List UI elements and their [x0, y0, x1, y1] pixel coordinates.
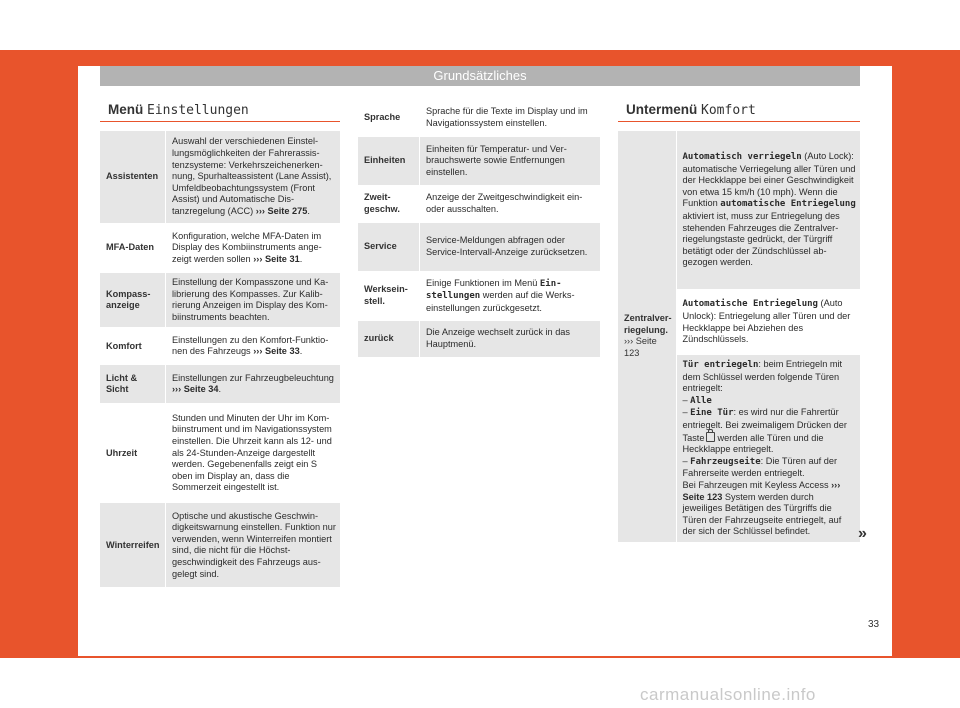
table-row	[100, 273, 340, 327]
desc-text: Stunden und Minuten der Uhr im Kombiinstrument und im Navigationssystem einstellen. Die Uhrzeit kann als 12- und als 24-Stunden-Anzeige dargestellt werden. Gegebenenfalls zeigt ein S oben im Display an, dass die Sommerzeit eingestellt ist.	[172, 412, 332, 493]
right-title-rule	[618, 121, 860, 122]
table-row	[100, 223, 340, 273]
desc-mono: Einstellungen	[426, 278, 562, 302]
row-key: zurück	[358, 321, 420, 357]
desc-text: Einstellungen zu den Komfort-Funktionen des Fahrzeugs	[172, 334, 329, 357]
option-text: Bei Fahrzeugen mit Keyless Access	[682, 479, 829, 490]
row-desc	[166, 403, 340, 503]
row-desc: Die Anzeige wechselt zurück in das Hauptmenü.	[420, 321, 600, 357]
left-title-rule	[100, 121, 340, 122]
row-desc: Einheiten für Temperatur- und Verbrauchswerte sowie Entfernungen einstellen.	[420, 137, 600, 185]
desc-text: Einstellungen zur Fahrzeugbeleuchtung	[172, 372, 334, 383]
row-key: Uhrzeit	[100, 403, 166, 503]
option-name: Tür entriegeln	[682, 360, 759, 370]
left-section-title	[108, 102, 249, 118]
table-row	[358, 223, 600, 271]
table-row	[100, 503, 340, 587]
row-key: Winterreifen	[100, 503, 166, 587]
key-label: Zentralverriegelung.	[624, 313, 672, 335]
row-key: Licht & Sicht	[100, 365, 166, 403]
right-title-prefix: Untermenü	[626, 102, 698, 117]
option-name: Alle	[690, 395, 712, 406]
option-text: : beim Entriegeln mit dem Schlüssel werden folgende Türen entriegelt:	[682, 359, 843, 394]
desc-tail: .	[307, 205, 310, 216]
desc-tail: .	[299, 346, 303, 357]
option-name: Eine Tür	[690, 408, 734, 419]
option-text: (Auto Lock): automatische Verriegelung aller Türen und der Heckklappe bei einer Geschwindigkeit von etwa 15 km/h (10 mph). Wenn die Funktion	[682, 151, 856, 209]
desc-text: Einstellung der Kompasszone und Kalibrierung des Kompasses. Zur Kalibrierung Anzeigen im Display des Kombiinstruments beachten.	[172, 277, 329, 322]
table-row	[358, 321, 600, 357]
settings-menu-table-continued	[358, 99, 600, 357]
chapter-header: Grundsätzliches	[100, 66, 860, 86]
row-desc	[166, 273, 340, 327]
desc-after: werden auf die Werkseinstellungen zurückgesetzt.	[426, 290, 575, 313]
table-row	[100, 403, 340, 503]
row-desc	[166, 365, 340, 403]
dash: –	[682, 455, 691, 466]
central-locking-key	[618, 131, 677, 542]
option-name: automatische Entriegelung	[720, 199, 856, 210]
row-desc	[166, 327, 340, 365]
page-reference[interactable]: ››› Seite 31	[253, 253, 300, 264]
option-text: (Auto Unlock): Entriegelung aller Türen und der Heckklappe bei Abziehen des Zündschlüssels.	[682, 298, 851, 345]
option-text: aktiviert ist, muss zur Entriegelung des stehenden Fahrzeuges die Zentralverriegelungstaste gedrückt, der Türgriff betätigt oder der Zündschlüssel abgezogen werden.	[682, 211, 840, 268]
page-reference[interactable]: ››› Seite 34	[172, 384, 219, 395]
auto-lock-cell	[677, 131, 861, 289]
row-key: Zweitgeschw.	[358, 185, 420, 223]
desc-before: Einige Funktionen im Menü	[426, 277, 540, 288]
option-text: : es wird nur die Fahrertür entriegelt. Bei zweimaligem Drücken der Taste	[682, 407, 847, 443]
row-key: Assistenten	[100, 131, 166, 223]
table-row	[358, 99, 600, 137]
desc-text: Konfiguration, welche MFA-Daten im Display des Kombiinstruments angezeigt werden sollen	[172, 230, 322, 264]
row-key: MFA-Daten	[100, 223, 166, 273]
page-number: 33	[868, 619, 880, 630]
desc-text: Optische und akustische Geschwindigkeitswarnung einstellen. Funktion nur verwenden, wenn Winterreifen montiert sind, die nicht für die Höchstgeschwindigkeit des Fahrzeugs ausgelegt sind.	[172, 510, 336, 579]
page-reference[interactable]: ››› Seite 33	[253, 346, 300, 357]
table-row	[100, 131, 340, 223]
left-title-prefix: Menü	[108, 102, 144, 117]
desc-tail: .	[218, 384, 222, 395]
table-row	[358, 137, 600, 185]
door-unlock-cell	[677, 355, 861, 542]
row-key: Komfort	[100, 327, 166, 365]
table-row	[100, 365, 340, 403]
row-key: Sprache	[358, 99, 420, 137]
table-row	[618, 131, 860, 289]
key-ref: ››› Seite 123	[624, 336, 657, 359]
option-text: werden alle Türen und die Heckklappe entriegelt.	[682, 432, 824, 455]
row-key: Einheiten	[358, 137, 420, 185]
lock-icon	[706, 432, 715, 442]
row-key: Service	[358, 223, 420, 271]
row-desc: Sprache für die Texte im Display und im Navigationssystem einstellen.	[420, 99, 600, 137]
table-row	[358, 271, 600, 321]
row-desc	[420, 271, 600, 321]
comfort-submenu-table	[618, 131, 860, 542]
row-desc: Service-Meldungen abfragen oder Service-Intervall-Anzeige zurücksetzen.	[420, 223, 600, 271]
desc-text: Auswahl der verschiedenen Einstellungsmöglichkeiten der Fahrerassistenzsysteme: Verkehrszeichenerkennung, Spurhalteassistent (Lane Assist), Umfeldbeobachtungssystem (Front Assist) und Automatische Distanzregelung (ACC)	[172, 136, 332, 216]
table-row	[358, 185, 600, 223]
auto-unlock-cell	[677, 289, 861, 355]
option-text: : Die Türen auf der Fahrerseite werden entriegelt.	[682, 455, 838, 479]
settings-menu-table	[100, 131, 340, 587]
watermark: carmanualsonline.info	[640, 685, 816, 704]
right-section-title	[626, 102, 756, 118]
dash: –	[682, 407, 691, 418]
dash: –	[682, 394, 691, 405]
option-name: Fahrzeugseite	[690, 456, 761, 467]
row-desc	[166, 131, 340, 223]
option-name: Automatisch verriegeln	[682, 152, 802, 163]
row-desc: Anzeige der Zweitgeschwindigkeit ein- oder ausschalten.	[420, 185, 600, 223]
table-row	[100, 327, 340, 365]
row-desc	[166, 503, 340, 587]
desc-tail: .	[299, 253, 303, 264]
right-title-mono: Komfort	[701, 103, 756, 118]
left-title-mono: Einstellungen	[147, 103, 249, 118]
page-reference[interactable]: ››› Seite 275	[255, 205, 308, 216]
page-reference[interactable]: ››› Seite 123	[682, 479, 841, 502]
row-key: Kompassanzeige	[100, 273, 166, 327]
option-text: System werden durch jeweiliges Betätigen des Türgriffs die Türen der Fahrzeugseite entriegelt, auf der sich der Schlüssel befindet.	[682, 491, 842, 537]
continued-mark: »	[858, 525, 867, 542]
option-name: Automatische Entriegelung	[682, 299, 818, 310]
row-key: Werkseinstell.	[358, 271, 420, 321]
row-desc	[166, 223, 340, 273]
